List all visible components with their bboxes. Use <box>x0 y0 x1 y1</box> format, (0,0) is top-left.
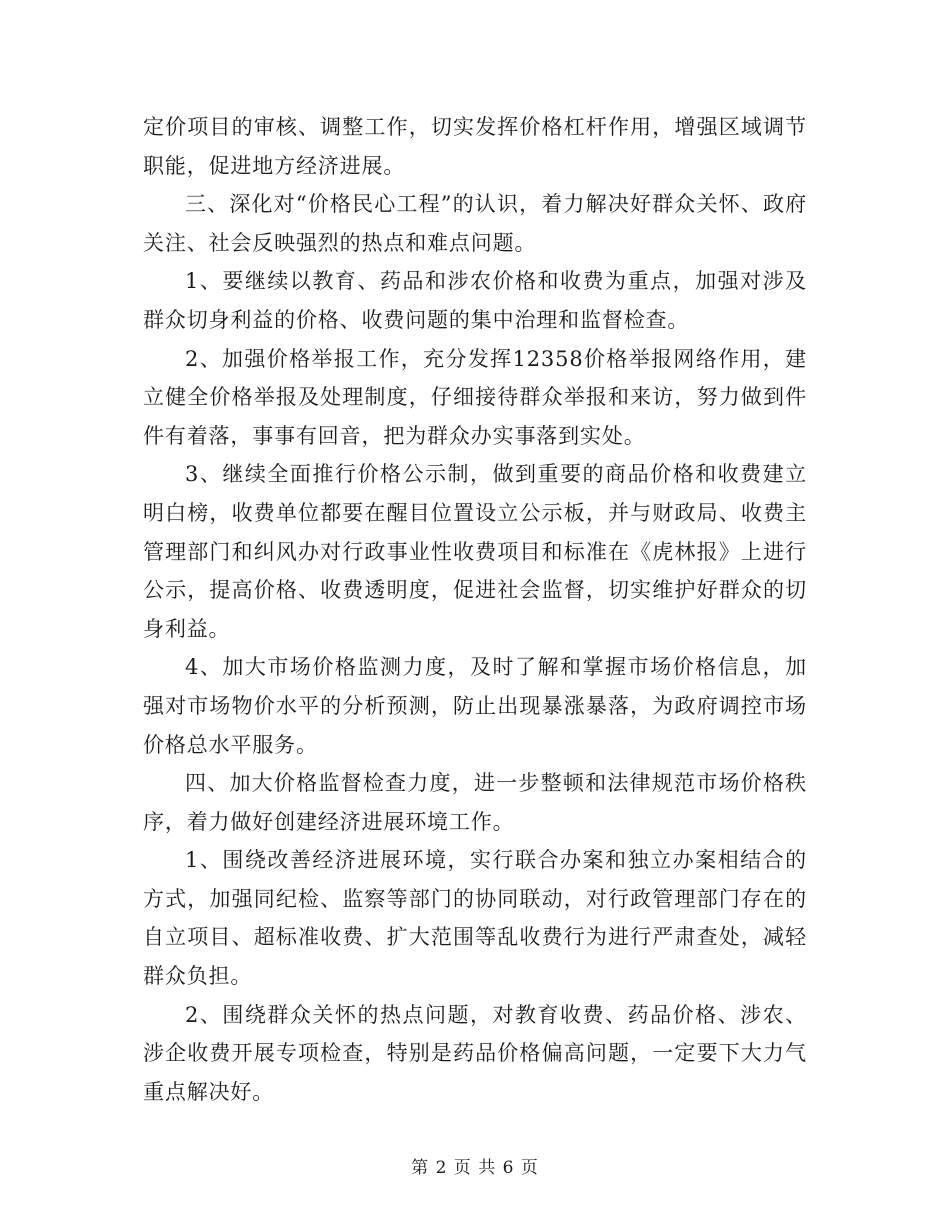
paragraph-continuation: 定价项目的审核、调整工作，切实发挥价格杠杆作用，增强区域调节职能，促进地方经济进展。 <box>143 115 807 178</box>
paragraph-item: 4、加大市场价格监测力度，及时了解和掌握市场价格信息，加强对市场物价水平的分析预测，防止出现暴涨暴落，为政府调控市场价格总水平服务。 <box>143 655 807 757</box>
page-number-label: 第 2 页 共 6 页 <box>411 1158 539 1178</box>
paragraph-item: 3、继续全面推行价格公示制，做到重要的商品价格和收费建立明白榜，收费单位都要在醒目位置设立公示板，并与财政局、收费主管理部门和纠风办对行政事业性收费项目和标准在《虎林报》上进行公示，提高价格、收费透明度，促进社会监督，切实维护好群众的切身利益。 <box>143 462 807 641</box>
document-body <box>143 108 807 1111</box>
page-footer <box>0 1153 950 1178</box>
paragraph-section-three: 三、深化对“价格民心工程”的认识，着力解决好群众关怀、政府关注、社会反映强烈的热点和难点问题。 <box>143 192 807 255</box>
paragraph-item: 2、加强价格举报工作，充分发挥12358价格举报网络作用，建立健全价格举报及处理制度，仔细接待群众举报和来访，努力做到件件有着落，事事有回音，把为群众办实事落到实处。 <box>143 346 807 448</box>
paragraph-item: 1、围绕改善经济进展环境，实行联合办案和独立办案相结合的方式，加强同纪检、监察等部门的协同联动，对行政管理部门存在的自立项目、超标准收费、扩大范围等乱收费行为进行严肃查处，减轻群众负担。 <box>143 848 807 989</box>
paragraph-item: 2、围绕群众关怀的热点问题，对教育收费、药品价格、涉农、涉企收费开展专项检查，特别是药品价格偏高问题，一定要下大力气重点解决好。 <box>143 1002 807 1104</box>
paragraph-section-four: 四、加大价格监督检查力度，进一步整顿和法律规范市场价格秩序，着力做好创建经济进展环境工作。 <box>143 771 807 834</box>
paragraph-item: 1、要继续以教育、药品和涉农价格和收费为重点，加强对涉及群众切身利益的价格、收费问题的集中治理和监督检查。 <box>143 269 807 332</box>
